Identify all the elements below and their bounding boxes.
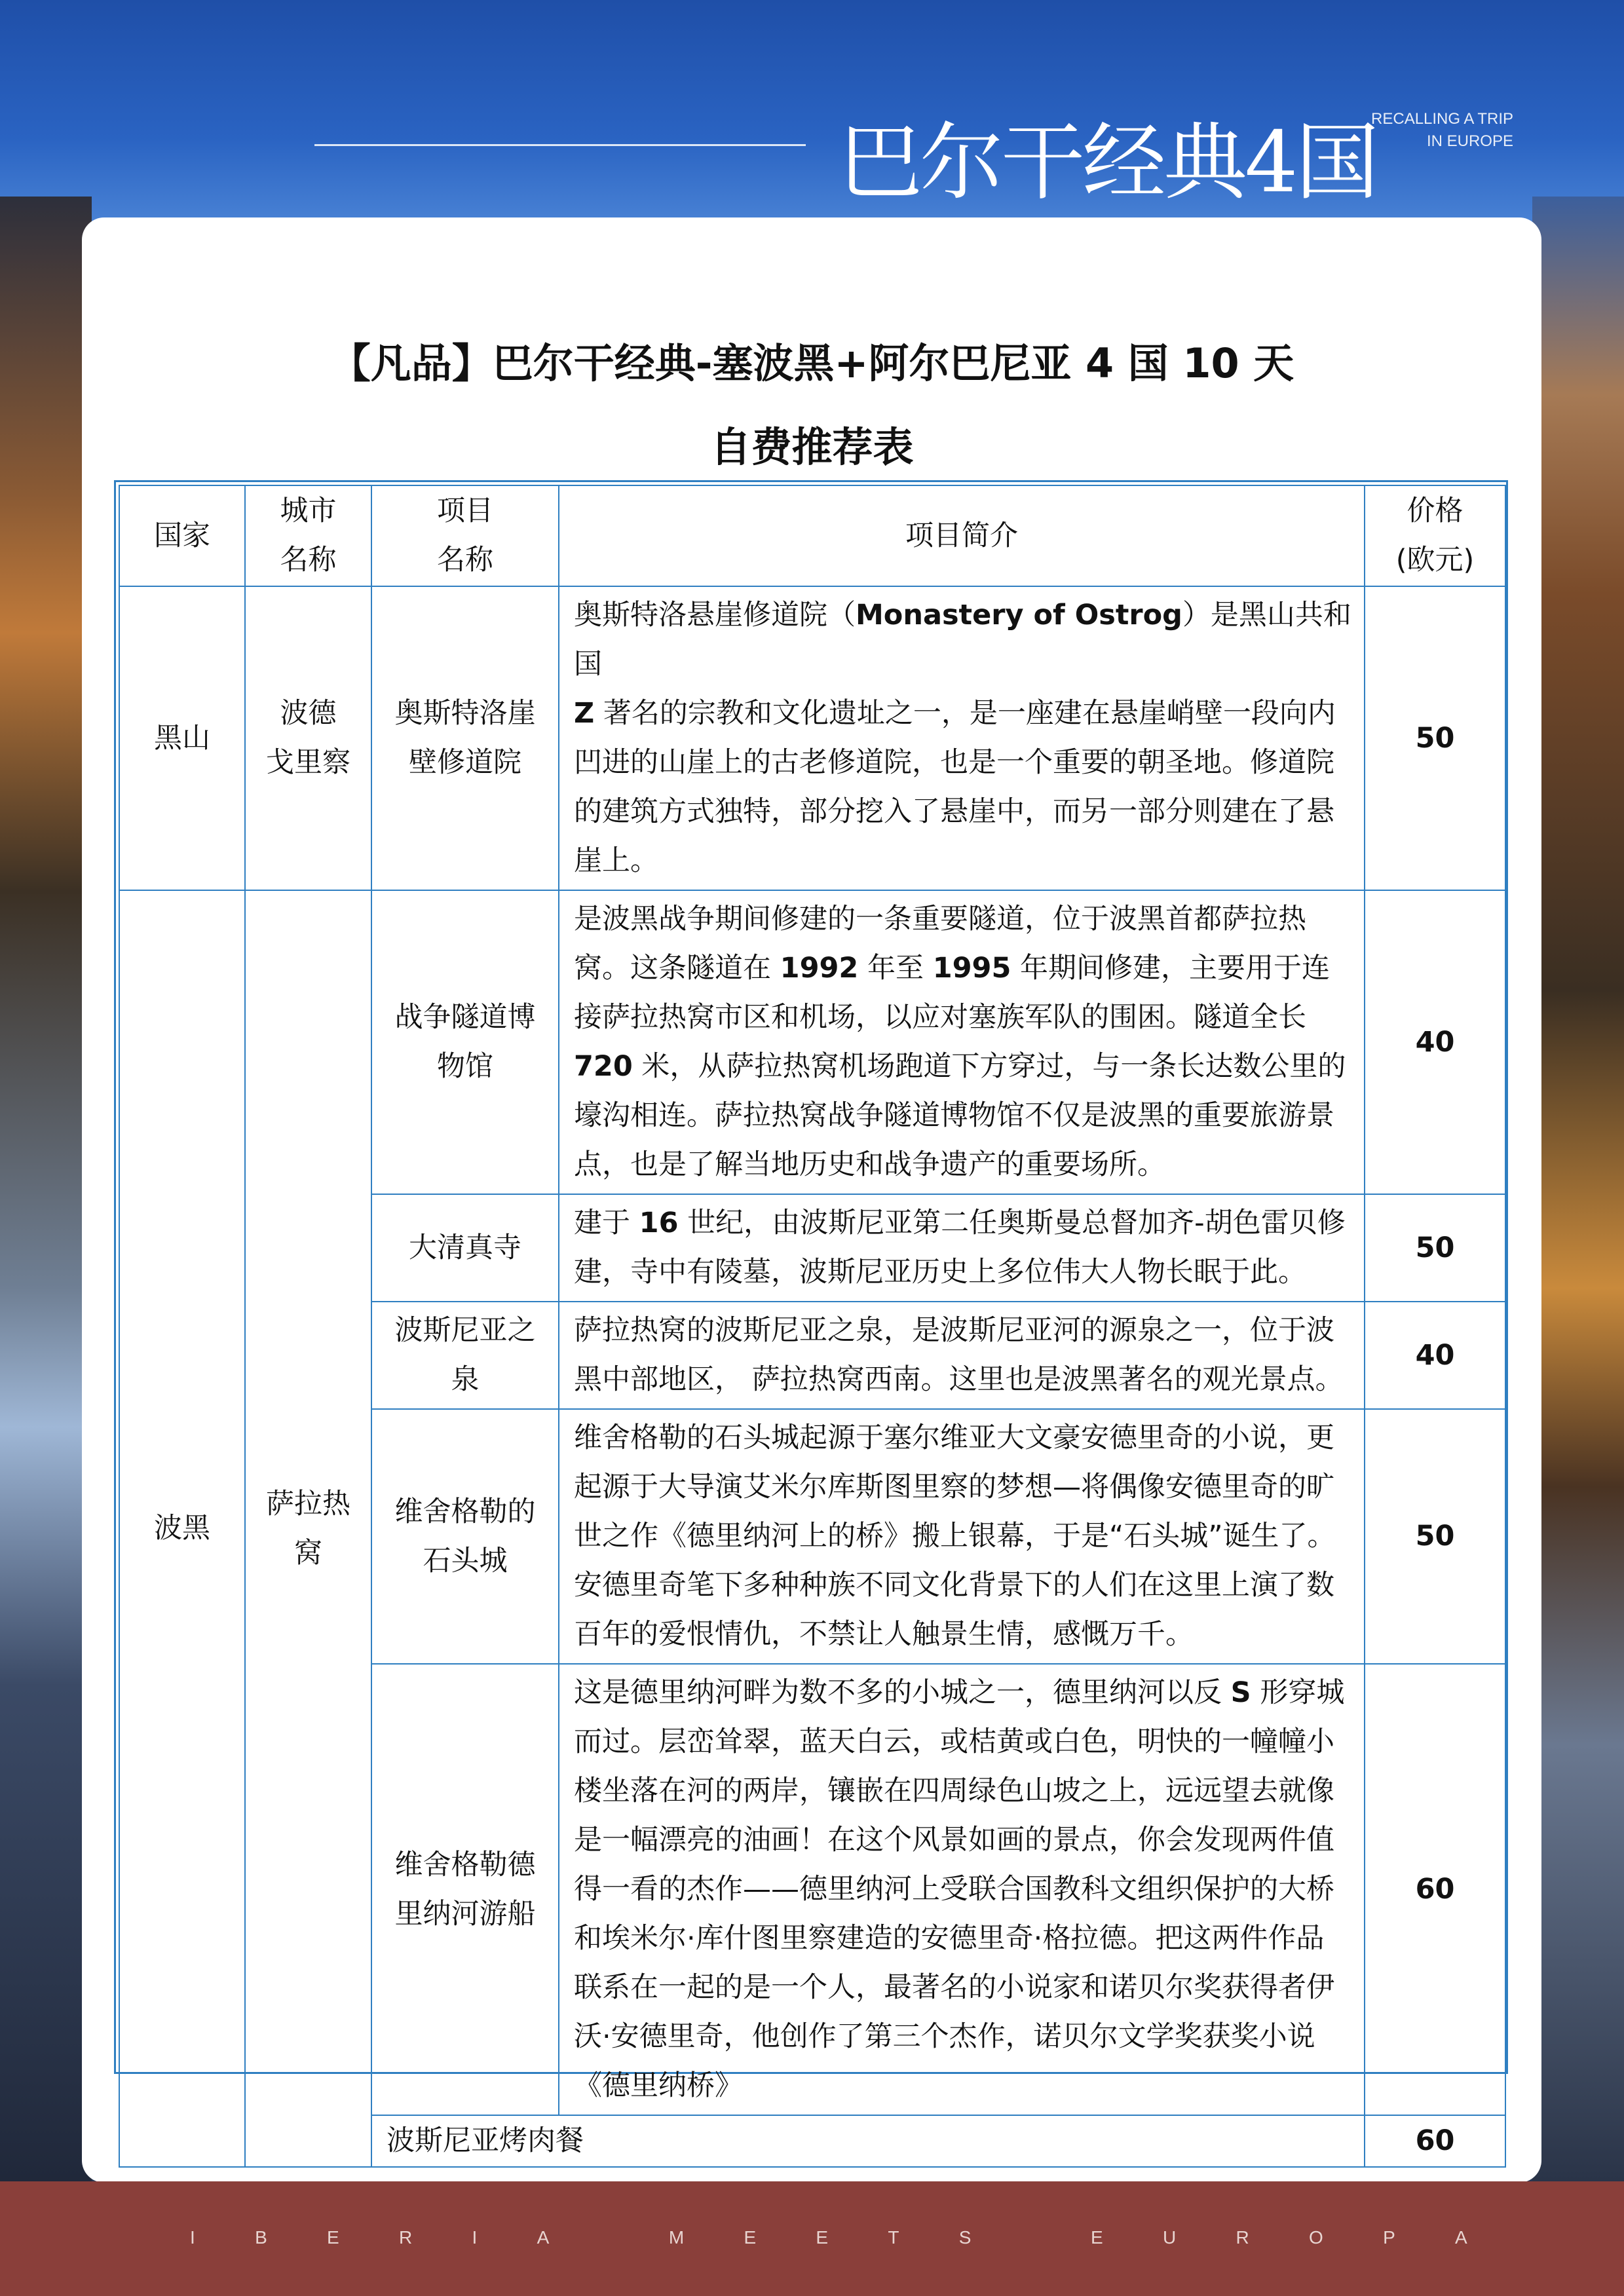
cell-country: 波黑 <box>119 890 245 2167</box>
footer-letter: R <box>399 2227 413 2248</box>
header-city: 城市 名称 <box>245 485 371 586</box>
cell-item: 维舍格勒德 里纳河游船 <box>371 1664 559 2115</box>
cell-price: 60 <box>1365 2115 1505 2167</box>
cell-price: 40 <box>1365 1302 1505 1409</box>
brand-tagline <box>1356 108 1513 153</box>
cell-description: 奥斯特洛悬崖修道院（Monastery of Ostrog）是黑山共和国 Z 著名的宗教和文化遗址之一，是一座建在悬崖峭壁一段向内凹进的山崖上的古老修道院，也是一个重要的朝圣地。修道院的建筑方式独特，部分挖入了悬崖中，而另一部分则建在了悬崖上。 <box>559 586 1365 890</box>
table-row <box>119 890 1505 1194</box>
table-row <box>119 586 1505 890</box>
cell-price: 40 <box>1365 890 1505 1194</box>
cell-item: 战争隧道博 物馆 <box>371 890 559 1194</box>
cell-item: 大清真寺 <box>371 1194 559 1302</box>
cell-description: 这是德里纳河畔为数不多的小城之一，德里纳河以反 S 形穿城而过。层峦耸翠，蓝天白云，或桔黄或白色，明快的一幢幢小楼坐落在河的两岸，镶嵌在四周绿色山坡之上，远远望去就像是一幅漂亮的油画！在这个风景如画的景点，你会发现两件值得一看的杰作——德里纳河上受联合国教科文组织保护的大桥和埃米尔·库什图里察建造的安德里奇·格拉德。把这两件作品联系在一起的是一个人，最著名的小说家和诺贝尔奖获得者伊沃·安德里奇，他创作了第三个杰作，诺贝尔文学奖获奖小说《德里纳桥》 <box>559 1664 1365 2115</box>
footer-letter: A <box>1455 2227 1467 2248</box>
footer-slogan <box>190 2227 1467 2248</box>
page-title: 【凡品】巴尔干经典-塞波黑+阿尔巴尼亚 4 国 10 天 <box>330 339 1294 387</box>
footer-letter: A <box>537 2227 550 2248</box>
cell-description: 维舍格勒的石头城起源于塞尔维亚大文豪安德里奇的小说，更起源于大导演艾米尔库斯图里察的梦想—将偶像安德里奇的旷世之作《德里纳河上的桥》搬上银幕，于是“石头城”诞生了。安德里奇笔下多种种族不同文化背景下的人们在这里上演了数百年的爱恨情仇，不禁让人触景生情，感慨万千。 <box>559 1409 1365 1664</box>
footer-letter: E <box>327 2227 339 2248</box>
header-country: 国家 <box>119 485 245 586</box>
footer-letter: O <box>1309 2227 1323 2248</box>
cell-description: 萨拉热窝的波斯尼亚之泉，是波斯尼亚河的源泉之一，位于波黑中部地区， 萨拉热窝西南。这里也是波黑著名的观光景点。 <box>559 1302 1365 1409</box>
cell-price: 50 <box>1365 586 1505 890</box>
tagline-line-1: RECALLING A TRIP <box>1371 110 1513 128</box>
cell-price: 50 <box>1365 1194 1505 1302</box>
footer-letter: I <box>472 2227 478 2248</box>
cell-price: 60 <box>1365 1664 1505 2115</box>
footer-letter: B <box>255 2227 267 2248</box>
footer-letter: E <box>744 2227 757 2248</box>
header-intro: 项目简介 <box>559 485 1365 586</box>
background-scenery-left <box>0 197 92 2181</box>
cell-city: 波德 戈里察 <box>245 586 371 890</box>
footer-letter: S <box>958 2227 972 2248</box>
cell-city: 萨拉热 窝 <box>245 890 371 2167</box>
footer-letter: U <box>1162 2227 1177 2248</box>
footer-letter: I <box>190 2227 195 2248</box>
cell-country: 黑山 <box>119 586 245 890</box>
optional-tours-table <box>114 480 1508 2157</box>
cell-item: 波斯尼亚烤肉餐 <box>371 2115 1365 2167</box>
footer-letter: T <box>888 2227 899 2248</box>
header-price: 价格 (欧元) <box>1365 485 1505 586</box>
cell-price: 50 <box>1365 1409 1505 1664</box>
cell-item: 维舍格勒的 石头城 <box>371 1409 559 1664</box>
footer-letter: M <box>668 2227 685 2248</box>
footer-letter: E <box>1091 2227 1103 2248</box>
footer-letter: R <box>1236 2227 1249 2248</box>
footer-letter: E <box>816 2227 829 2248</box>
cell-item: 奥斯特洛崖 壁修道院 <box>371 586 559 890</box>
cell-description: 建于 16 世纪，由波斯尼亚第二任奥斯曼总督加齐-胡色雷贝修建，寺中有陵墓，波斯尼亚历史上多位伟大人物长眠于此。 <box>559 1194 1365 1302</box>
table-header-row <box>119 485 1505 586</box>
page-subtitle: 自费推荐表 <box>710 423 914 471</box>
footer-letter: P <box>1383 2227 1395 2248</box>
cell-item: 波斯尼亚之 泉 <box>371 1302 559 1409</box>
cell-description: 是波黑战争期间修建的一条重要隧道，位于波黑首都萨拉热窝。这条隧道在 1992 年至 1995 年期间修建，主要用于连接萨拉热窝市区和机场，以应对塞族军队的围困。隧道全长 720 米，从萨拉热窝机场跑道下方穿过，与一条长达数公里的壕沟相连。萨拉热窝战争隧道博物馆不仅是波黑的重要旅游景点，也是了解当地历史和战争遗产的重要场所。 <box>559 890 1365 1194</box>
tagline-line-2: IN EUROPE <box>1426 132 1513 150</box>
brand-logo: 巴尔干经典4国 <box>839 114 1377 212</box>
background-scenery-right <box>1532 197 1624 2181</box>
header-item: 项目 名称 <box>371 485 559 586</box>
header-divider-line <box>314 144 806 146</box>
